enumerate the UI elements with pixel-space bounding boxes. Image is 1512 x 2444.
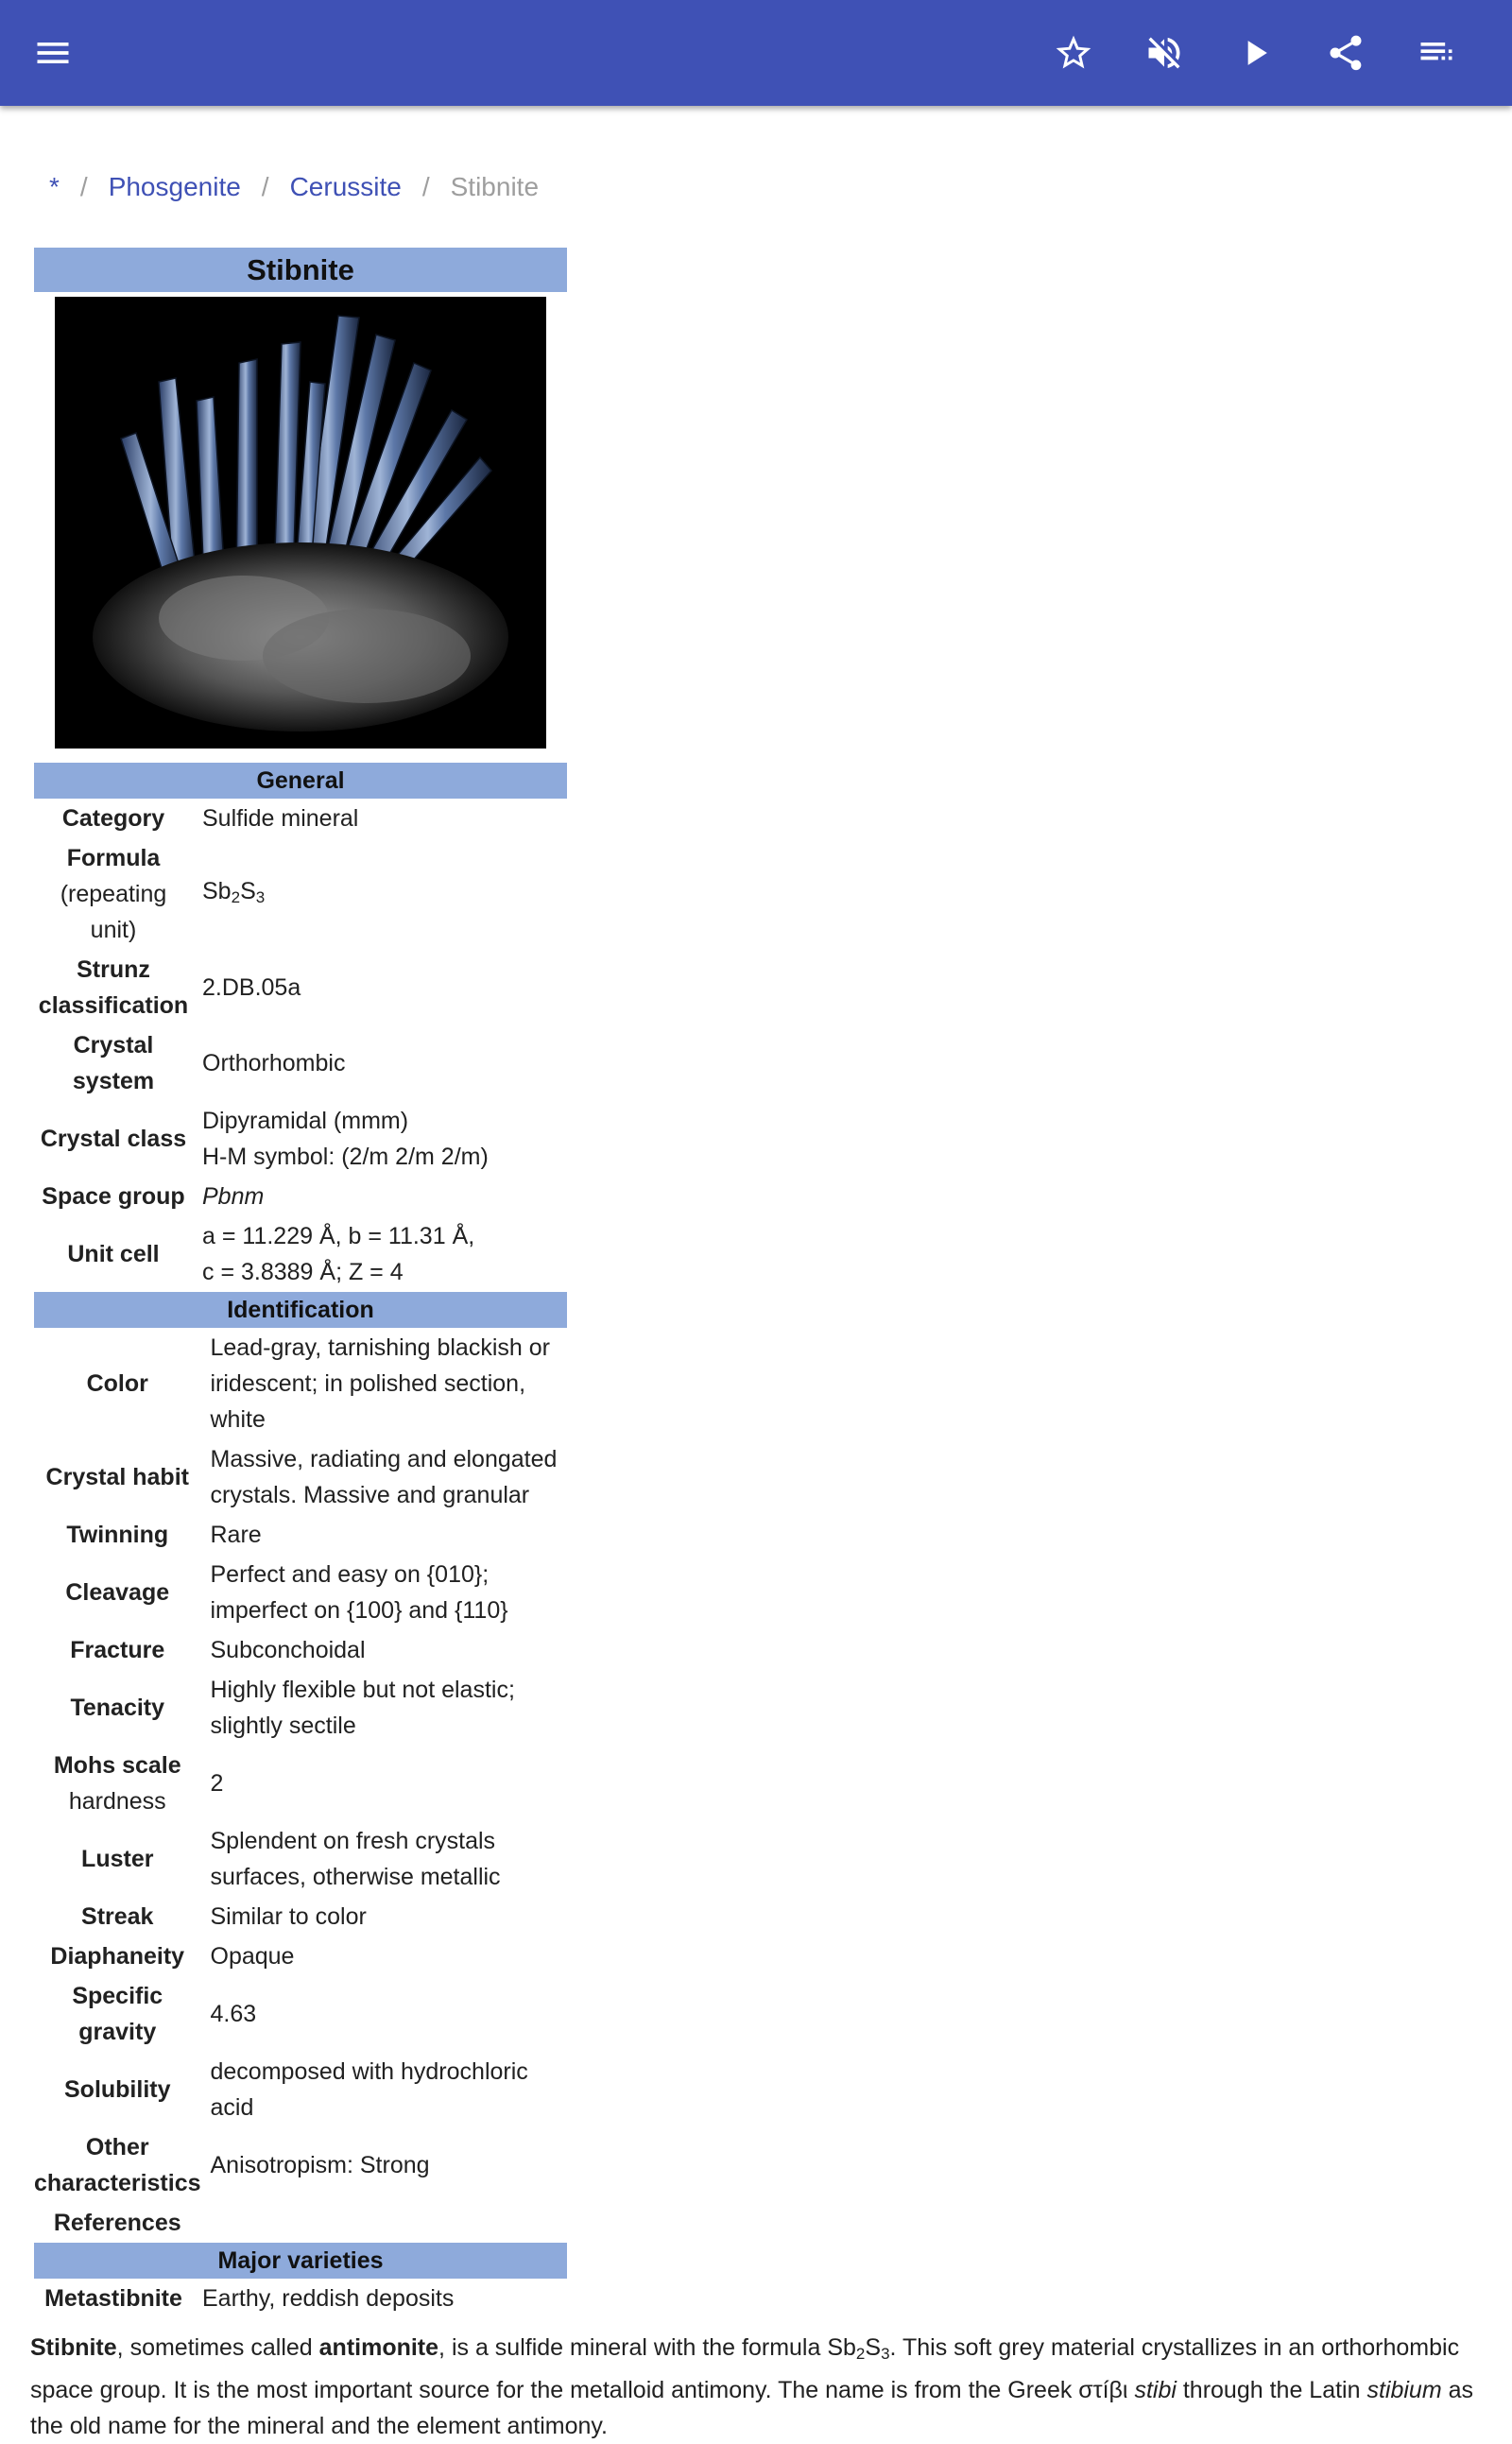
article-formula-subscript: 2 xyxy=(855,2345,866,2363)
diaphaneity-label: Diaphaneity xyxy=(50,1943,185,1970)
luster-label: Luster xyxy=(81,1846,154,1872)
crystal-habit-label: Crystal habit xyxy=(45,1464,189,1490)
table-row xyxy=(34,1328,567,1439)
formula-part: S xyxy=(240,877,256,904)
space-group-text: Pbnm xyxy=(202,1183,265,1210)
metastibnite-value: Earthy, reddish deposits xyxy=(202,2285,455,2312)
specific-gravity-label: Specific gravity xyxy=(72,1983,163,2045)
table-row xyxy=(34,2127,567,2203)
section-general: General xyxy=(34,763,567,799)
playlist-icon xyxy=(1416,32,1457,74)
identification-table xyxy=(34,1328,567,2243)
formula-subscript: 3 xyxy=(255,887,266,906)
formula-label xyxy=(34,838,197,950)
formula-value xyxy=(197,838,567,950)
infobox xyxy=(34,248,567,2318)
table-row xyxy=(34,950,567,1025)
article-text: as the old name for the mineral and the element antimony. xyxy=(30,2377,1473,2439)
references-value xyxy=(205,2203,568,2243)
table-row xyxy=(34,2203,567,2243)
table-row xyxy=(34,1630,567,1670)
unit-cell-line: a = 11.229 Å, b = 11.31 Å, xyxy=(202,1223,475,1249)
breadcrumb-item-phosgenite[interactable]: Phosgenite xyxy=(108,172,241,201)
mohs-label-sub: hardness xyxy=(68,1788,166,1815)
menu-button[interactable] xyxy=(23,23,83,83)
stibnite-image xyxy=(55,297,546,749)
section-major-varieties: Major varieties xyxy=(34,2243,567,2279)
play-icon xyxy=(1234,32,1276,74)
crystal-habit-value: Massive, radiating and elongated crystals. Massive and granular xyxy=(210,1446,558,1508)
table-row xyxy=(34,799,567,838)
formula-part: Sb xyxy=(202,877,232,904)
references-label: References xyxy=(53,2210,181,2236)
tenacity-label: Tenacity xyxy=(70,1695,165,1721)
article-formula-part: S xyxy=(865,2334,882,2361)
other-characteristics-label: Other characteristics xyxy=(34,2134,201,2196)
crystal-class-label: Crystal class xyxy=(40,1126,187,1152)
article-formula-part: Sb xyxy=(827,2334,856,2361)
mohs-label xyxy=(34,1746,205,1821)
formula-subscript: 2 xyxy=(231,887,241,906)
formula-label-sub: (repeating unit) xyxy=(60,881,167,943)
color-label: Color xyxy=(86,1370,148,1397)
solubility-value: decomposed with hydrochloric acid xyxy=(210,2058,528,2121)
streak-label: Streak xyxy=(81,1903,154,1930)
favorite-button[interactable] xyxy=(1043,23,1104,83)
article-text: through the Latin xyxy=(1176,2377,1367,2403)
tenacity-value: Highly flexible but not elastic; slightly sectile xyxy=(210,1677,515,1739)
strunz-value: 2.DB.05a xyxy=(202,974,301,1001)
table-row xyxy=(34,1177,567,1216)
infobox-title: Stibnite xyxy=(34,248,567,292)
play-button[interactable] xyxy=(1225,23,1285,83)
diaphaneity-value: Opaque xyxy=(210,1943,295,1970)
app-bar xyxy=(0,0,1512,106)
other-characteristics-value: Anisotropism: Strong xyxy=(210,2152,430,2178)
article-term: Stibnite xyxy=(30,2334,117,2361)
space-group-value xyxy=(197,1177,567,1216)
star-outline-icon xyxy=(1053,32,1094,74)
share-button[interactable] xyxy=(1315,23,1376,83)
breadcrumb-separator: / xyxy=(261,172,269,201)
specific-gravity-value: 4.63 xyxy=(210,2001,257,2027)
mohs-label-text: Mohs scale xyxy=(53,1752,181,1779)
luster-value: Splendent on fresh crystals surfaces, otherwise metallic xyxy=(210,1828,501,1890)
space-group-label: Space group xyxy=(42,1183,185,1210)
twinning-value: Rare xyxy=(210,1522,262,1548)
fracture-label: Fracture xyxy=(70,1637,165,1663)
solubility-label: Solubility xyxy=(64,2076,171,2103)
cleavage-value: Perfect and easy on {010}; imperfect on {100} and {110} xyxy=(210,1561,508,1624)
unit-cell-label: Unit cell xyxy=(67,1241,160,1267)
article-alt-name: antimonite xyxy=(318,2334,439,2361)
mute-button[interactable] xyxy=(1134,23,1194,83)
crystal-class-line: Dipyramidal (mmm) xyxy=(202,1108,409,1134)
article-italic: stibi xyxy=(1134,2377,1177,2403)
table-row xyxy=(34,1555,567,1630)
contents-button[interactable] xyxy=(1406,23,1467,83)
twinning-label: Twinning xyxy=(66,1522,169,1548)
volume-off-icon xyxy=(1143,32,1185,74)
table-row xyxy=(34,1936,567,1976)
table-row xyxy=(34,1897,567,1936)
unit-cell-value xyxy=(197,1216,567,1292)
varieties-table xyxy=(34,2279,567,2318)
article-paragraph xyxy=(30,2330,1495,2444)
crystal-system-value: Orthorhombic xyxy=(202,1050,346,1076)
article-text: , sometimes called xyxy=(116,2334,319,2361)
category-value: Sulfide mineral xyxy=(202,805,359,832)
breadcrumb-separator: / xyxy=(79,172,88,201)
breadcrumb xyxy=(49,168,539,206)
cleavage-label: Cleavage xyxy=(65,1579,170,1606)
streak-value: Similar to color xyxy=(210,1903,367,1930)
metastibnite-label: Metastibnite xyxy=(44,2285,182,2312)
table-row xyxy=(34,1670,567,1746)
section-identification: Identification xyxy=(34,1292,567,1328)
article-text: , is a sulfide mineral with the formula xyxy=(438,2334,828,2361)
breadcrumb-separator: / xyxy=(421,172,430,201)
table-row xyxy=(34,1976,567,2052)
table-row xyxy=(34,1025,567,1101)
general-table xyxy=(34,799,567,1292)
table-row xyxy=(34,1101,567,1177)
crystal-system-label: Crystal system xyxy=(72,1032,155,1094)
mohs-value: 2 xyxy=(210,1770,224,1797)
mineral-photo[interactable] xyxy=(55,297,546,749)
table-row xyxy=(34,1821,567,1897)
fracture-value: Subconchoidal xyxy=(210,1637,366,1663)
crystal-class-line: H-M symbol: (2/m 2/m 2/m) xyxy=(202,1144,489,1170)
table-row xyxy=(34,1746,567,1821)
table-row xyxy=(34,2052,567,2127)
table-row xyxy=(34,1439,567,1515)
strunz-label: Strunz classification xyxy=(38,956,189,1019)
article-italic: stibium xyxy=(1366,2377,1442,2403)
table-row xyxy=(34,838,567,950)
article-text: . This soft grey material crystallizes in an orthorhombic space group. It is the most important source for the metalloid antimony. The name is from the Greek στíβι xyxy=(30,2334,1460,2403)
unit-cell-line: c = 3.8389 Å; Z = 4 xyxy=(202,1259,404,1285)
color-value: Lead-gray, tarnishing blackish or iridescent; in polished section, white xyxy=(210,1334,550,1433)
breadcrumb-home[interactable]: * xyxy=(49,172,60,201)
menu-icon xyxy=(32,32,74,74)
table-row xyxy=(34,1216,567,1292)
category-label: Category xyxy=(61,805,165,832)
breadcrumb-item-cerussite[interactable]: Cerussite xyxy=(289,172,402,201)
formula-label-text: Formula xyxy=(66,845,161,871)
table-row xyxy=(34,1515,567,1555)
share-icon xyxy=(1325,32,1366,74)
table-row xyxy=(34,2279,567,2318)
breadcrumb-current: Stibnite xyxy=(450,172,540,201)
article-formula-subscript: 3 xyxy=(881,2345,890,2363)
crystal-class-value xyxy=(197,1101,567,1177)
